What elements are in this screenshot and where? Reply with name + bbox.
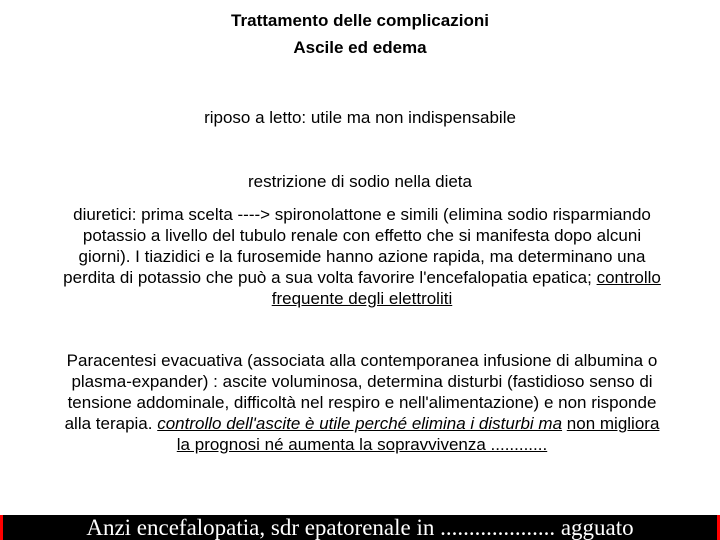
paracentesi-underlined-2: non migliora la prognosi né aumenta la sopravvivenza ............ [176,414,660,454]
slide-title [0,7,720,61]
diuretici-underlined: controllo frequente degli elettroliti [271,268,661,308]
item-sodio: restrizione di sodio nella dieta [248,172,472,191]
paracentesi-text: Paracentesi evacuativa (associata alla contemporanea infusione di albumina o plasma-expander) : ascite voluminosa, determina disturbi (fastidioso senso di tensione addominale, difficoltà nel respiro e nell'alimentazione) e non risponde alla terapia. [64,351,658,433]
title-line-1: Trattamento delle complicazioni [231,11,489,30]
item-diuretici [56,204,668,309]
bottom-banner [0,515,720,540]
paracentesi-underlined: controllo dell'ascite è utile perché elimina i disturbi ma [157,414,563,433]
title-line-2: Ascile ed edema [293,38,427,57]
item-riposo: riposo a letto: utile ma non indispensabile [204,108,516,127]
item-paracentesi [56,350,668,455]
banner-text: Anzi encefalopatia, sdr epatorenale in .................... agguato [3,515,717,540]
diuretici-text: diuretici: prima scelta ----> spironolattone e simili (elimina sodio risparmiando potassio a livello del tubulo renale con effetto che si manifesta dopo alcuni giorni). I tiazidici e la furosemide hanno azione rapida, ma determinano una perdita di potassio che può a sua volta favorire l'encefalopatia epatica; [63,205,651,287]
